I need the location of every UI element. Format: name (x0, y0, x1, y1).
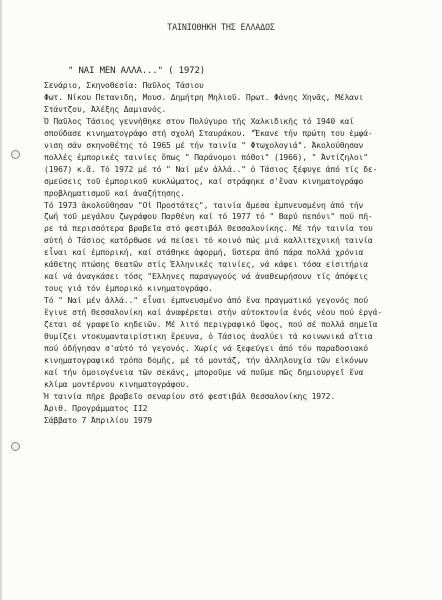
paragraph-line: ρε τά περισσότερα βραβεῖα στό φεστιβάλ Θεσσαλονίκης. Μέ τήν ταινία του (44, 224, 373, 234)
paragraph-line: νιση σάν σκηνοθέτης τό 1965 μέ τήν ταινία " Φτωχολογιά". Ἀκολούθησαν (44, 140, 364, 150)
binder-hole-top (11, 150, 20, 159)
paragraph-line: κλίμα μοντέρνου κινηματογράφου. (44, 379, 190, 389)
paragraph-line: κάθετης πτώσης θεατῶν στίς Ἑλληνικές ταινίες, νά κάφει τόσα εἰσιτήρια (44, 260, 368, 270)
paragraph-line: ζωή τοῦ μεγάλου ζωγράφου Παρθένη καί τό 1977 τό " Βαρύ πεπόνι" πού πῆ- (44, 212, 373, 222)
program-number: Ἀριθ. Προγράμματος ΙΙ2 (44, 403, 148, 413)
screening-date: Σάββατο 7 Ἀπριλίου 1979 (44, 415, 152, 425)
paragraph-line: πού ὁδήγησαν σ'αὐτό τό γεγονός. Χωρίς νά ξεφεύγει ἀπό τόν παραδοσιακό (44, 343, 368, 353)
archive-header: ΤΑΙΝΙΟΘΗΚΗ ΤΗΣ ΕΛΛΑΔΟΣ (167, 22, 275, 32)
paragraph-line: προβληματισμοῦ καί ἀναζήτησης. (44, 188, 185, 198)
paragraph-line: κινηματογραφικό τρόπο δομῆς, μέ τό μοντάζ, τήν ἀλληλουχία τῶν εἰκόνων (44, 355, 368, 365)
award-note: Ἡ ταινία πῆρε βραβεῖο σεναρίου στό φεστιβάλ Θεσσαλονίκης 1972. (44, 391, 336, 401)
credits-line: Σενάριο, Σκηνοθεσία: Παῦλος Τάσιου (44, 81, 204, 90)
paragraph-line: τους γιά τόν ἐμπορικό κινηματογράφο. (44, 284, 214, 294)
paragraph-line: σπούδασε κινηματογράφο στή σχολή Σταυράκου. "Ἔκανε τήν πρώτη του ἐμφά- (44, 128, 373, 138)
paragraph-line: σμεύσεις τοῦ ἐμπορικοῦ κυκλώματος, καί στράφηκε σ'ἕναν κινηματογράφο (44, 176, 364, 186)
paragraph-line: πολλές ἐμπορικές ταινίες ὅπως " Παράνομοι πόθοι" (1966), " Ἀντίζηλοι" (44, 152, 368, 162)
document-body (44, 80, 430, 427)
credits-line: Φωτ. Νίκου Πετανιδη, Μουσ. Δημήτρη Μηλιοῦ. Πρωτ. Φάνης Χηνᾶς, Μέλανι (44, 92, 364, 102)
paragraph-line: Τό " Ναί μέν ἀλλά.." εἶναι ἐμπνευσμένο ἀπό ἕνα πραγματικό γεγονός πού (44, 296, 368, 306)
film-title: " ΝΑΙ ΜΕΝ ΑΛΛΑ..." ( 1972) (68, 66, 205, 76)
paragraph-line: εἶναι καί ἐμπορική, καί στάθηκε ἀφορμή, ὕστερα ἀπό πάρα πολλά χρόνια (44, 248, 364, 258)
paragraph-line: Τό 1973 ἀκολούθησαν "Οἱ Προστάτες", ταινία ἄμεσα ἐμπνευσμένη ἀπό τήν (44, 200, 364, 210)
paragraph-line: θυμίζει ντοκυμανταιρίστικη ἔρευνα, ὁ Τάσιος ἀναλύει τά κοινωνικά αἴτια (44, 332, 373, 342)
paragraph-line: Ὁ Παῦλος Τάσιος γεννήθηκε στον Πολύγυρο τῆς Χαλκιδικῆς τό 1940 καί (44, 116, 354, 126)
paragraph-line: ἔγινε στή Θεσσαλονίκη καί ἀναφέρεται στήν αὐτοκτονία ἑνός νέου πού ἐργά- (44, 308, 383, 318)
credits-line: Στάντζου, Ἀλέξης Δαμιανός. (44, 104, 167, 114)
paragraph-line: καί νά ἀναγκάσει τόσς "Ελληνες παραγωγούς νά ἀναθεωρήσουν τίς ἀπόψεις (44, 272, 368, 282)
page-edge-shadow (0, 0, 3, 600)
binder-hole-bottom (11, 442, 20, 451)
paragraph-line: (1967) κ.ἄ. Τό 1972 μέ τό " Ναί μέν ἀλλά.." ὁ Τάσιος ξέφυγε ἀπό τίς δε- (44, 164, 378, 174)
paragraph-line: ζεται σέ γραφεῖο κηδειῶν. Μέ λιτό περιγραφικό ὕφος, πού σέ πολλά σημεῖα (44, 320, 378, 330)
paragraph-line: καί τήν ὁμοιογένεια τῶν σεκάνς, μποροῦμε νά ποῦμε πῶς δημιουργεῖ ἕνα (44, 367, 364, 377)
paragraph-line: αὐτή ὁ Τάσιος κατόρθωσε νά πείσει τό κοινό πώς μιά καλλιτεχνική ταινία (44, 236, 373, 246)
